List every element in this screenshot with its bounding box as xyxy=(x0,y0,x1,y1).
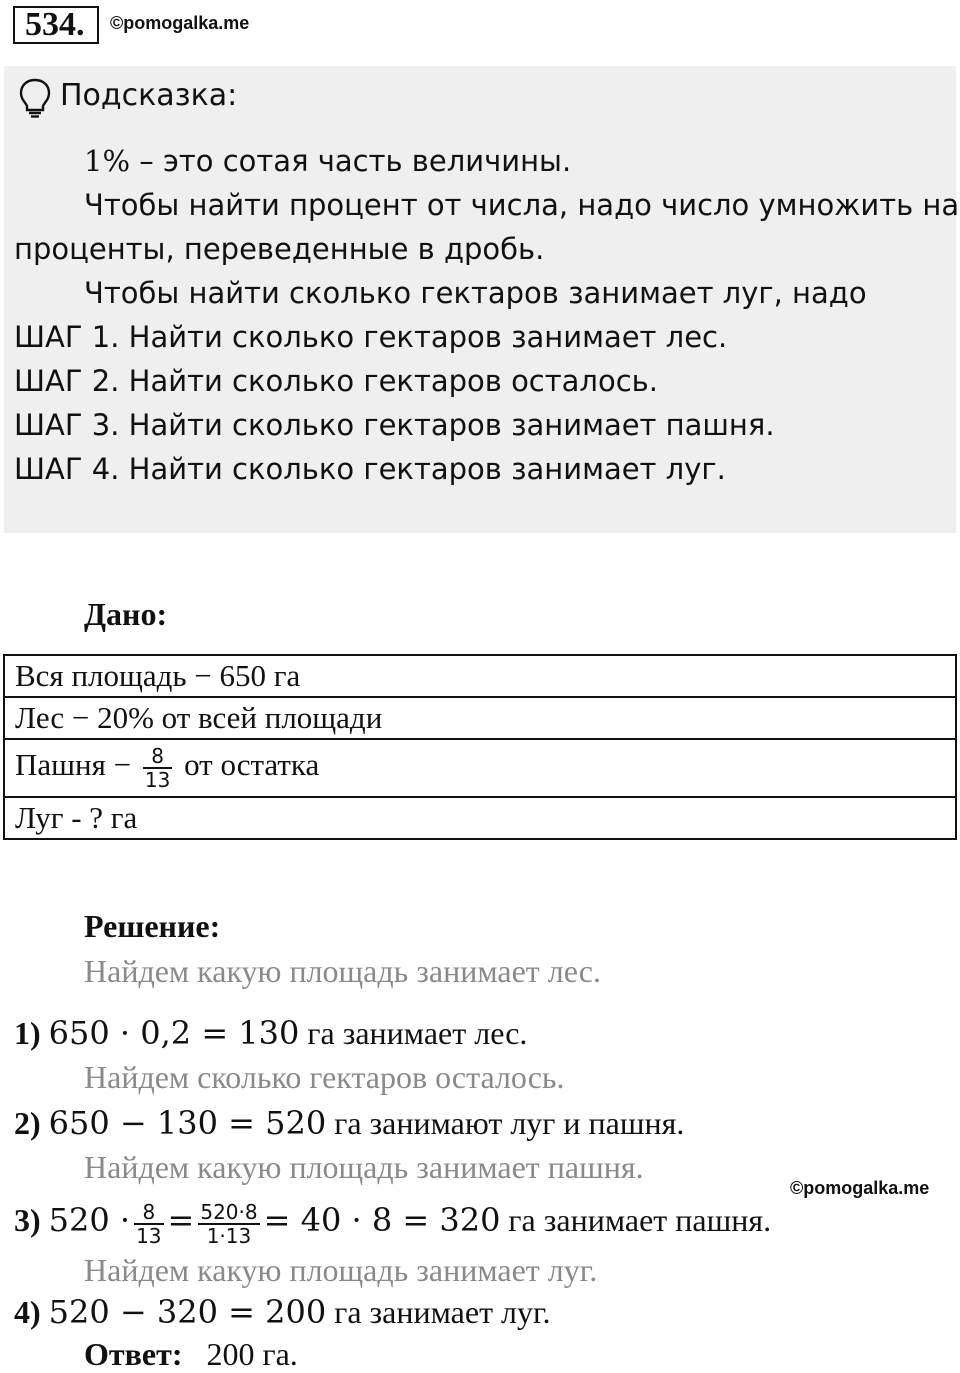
comment-3: Найдем какую площадь занимает пашня. xyxy=(84,1149,644,1185)
fraction: $\frac{520\cdot 8}{1\cdot 13}$ xyxy=(200,1199,258,1248)
comment-2: Найдем сколько гектаров осталось. xyxy=(84,1059,565,1095)
hint-step-1: ШАГ 1. Найти сколько гектаров занимает лес. xyxy=(14,320,728,354)
copyright-bottom: ©pomogalka.me xyxy=(790,1178,930,1198)
given-row-total: Вся площадь − 650 га xyxy=(4,655,956,697)
hint-title: Подсказка: xyxy=(60,78,238,113)
step-3: 3) 520 · $\frac{8}{13}$ = $\frac{520\cdot 8}{1\cdot 13}$ = 40 · 8 = 320 га занимает пашня. xyxy=(14,1199,772,1248)
given-row-meadow: Луг - ? га xyxy=(4,797,956,839)
hint-step-2: ШАГ 2. Найти сколько гектаров осталось. xyxy=(14,364,658,398)
given-table xyxy=(3,654,957,840)
hint-line-2: Чтобы найти процент от числа, надо число умножить на xyxy=(84,188,960,222)
step-2: 2) 650 − 130 = 520 га занимают луг и пашня. xyxy=(14,1104,685,1142)
copyright-top: ©pomogalka.me xyxy=(110,13,250,33)
solution-title: Решение: xyxy=(84,908,221,944)
hint-line-3: проценты, переведенные в дробь. xyxy=(14,232,545,266)
hint-step-3: ШАГ 3. Найти сколько гектаров занимает пашня. xyxy=(14,408,775,442)
hint-line-1: 1% – это сотая часть величины. xyxy=(84,144,572,178)
lightbulb-icon xyxy=(18,78,52,118)
comment-1: Найдем какую площадь занимает лес. xyxy=(84,953,601,989)
fraction: $\frac{8}{13}$ xyxy=(136,1199,162,1248)
task-number: 534. xyxy=(13,6,99,44)
hint-line-4: Чтобы найти сколько гектаров занимает луг, надо xyxy=(84,276,867,310)
fraction: $\frac{8}{13}$ xyxy=(144,744,171,792)
step-4: 4) 520 − 320 = 200 га занимает луг. xyxy=(14,1293,551,1331)
comment-4: Найдем какую площадь занимает луг. xyxy=(84,1252,598,1288)
hint-step-4: ШАГ 4. Найти сколько гектаров занимает луг. xyxy=(14,452,726,486)
hint-box xyxy=(4,66,960,533)
step-1: 1) 650 · 0,2 = 130 га занимает лес. xyxy=(14,1014,528,1052)
given-row-forest: Лес − 20% от всей площади xyxy=(4,697,956,739)
answer: Ответ: 200 га. xyxy=(84,1336,298,1372)
given-title: Дано: xyxy=(84,596,168,632)
given-row-field: Пашня − $\frac{8}{13}$ от остатка xyxy=(4,739,956,797)
